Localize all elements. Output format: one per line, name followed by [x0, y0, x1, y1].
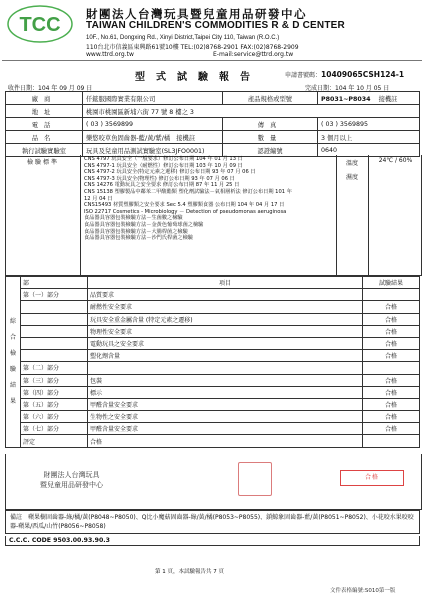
standard-line: CNS 4797-3 玩具安全(物理性) 修訂公布日期 93 年 07 月 06 日	[84, 175, 235, 182]
results-part: 評定	[21, 435, 88, 447]
phone-value: ( 03 ) 3569899	[83, 118, 223, 131]
results-part: 第（六）部分	[21, 411, 88, 423]
results-part: 第（四）部分	[21, 386, 88, 398]
results-result: 合格	[363, 411, 420, 423]
results-row	[6, 313, 420, 325]
results-result: 合格	[363, 423, 420, 435]
results-item: 生物性之安全要求	[88, 411, 363, 423]
results-result: 合格	[363, 337, 420, 349]
results-part	[21, 313, 88, 325]
application-number: 申請書號碼：10409065CSH124-1	[285, 70, 405, 79]
results-result: 合格	[363, 325, 420, 337]
results-row	[6, 423, 420, 435]
standard-line: 食品器具容器包裝檢驗方法－沙門氏桿菌之檢驗	[84, 235, 193, 242]
results-part: 第（五）部分	[21, 398, 88, 410]
results-result	[363, 362, 420, 374]
results-row	[6, 325, 420, 337]
results-row	[6, 386, 420, 398]
address-value: 桃園市桃園區新埔六街 77 號 8 樓之 3	[83, 105, 420, 118]
tcc-logo	[6, 4, 74, 44]
results-item: 塑化劑含量	[88, 350, 363, 362]
phone-label: 電話	[6, 118, 83, 131]
results-row	[6, 435, 420, 447]
standard-line: CNS 15138 塑膠製品中鄰苯二甲酸酯類 塑化劑試驗法－氣相層析法 修訂公布日期 101 年	[84, 188, 292, 195]
standard-line: CNS 4797-1 玩具安全（耐燃性）修訂公布日期 103 年 10 月 09 日	[84, 162, 243, 169]
results-part: 第（一）部分	[21, 289, 88, 301]
org-name-zh: 財團法人台灣玩具暨兒童用品研發中心	[86, 7, 307, 21]
results-row	[6, 301, 420, 313]
standards-section	[5, 155, 422, 276]
model-cell: P8031~P8034 接機註	[318, 92, 420, 105]
quantity-value: 3 個月以上	[318, 131, 420, 144]
results-row	[6, 398, 420, 410]
customer-value: 仟鋐服國際實業有限公司	[83, 92, 223, 105]
results-row	[6, 289, 420, 301]
page-number: 第 1 頁，本試驗報告共 7 頁	[155, 569, 224, 575]
cert-label: 認證編號	[223, 144, 318, 157]
completed-date: 完成日期：104 年 10 月 05 日	[305, 85, 390, 92]
standard-line: 食品器具容器包裝檢驗方法－生菌數之檢驗	[84, 215, 183, 222]
results-result-header: 試驗結果	[363, 277, 420, 289]
standard-line: 食品器具容器包裝檢驗方法－大腸桿菌之檢驗	[84, 228, 188, 235]
results-item: 物理性安全要求	[88, 325, 363, 337]
results-item: 合格	[88, 435, 363, 447]
results-result: 合格	[363, 374, 420, 386]
quantity-label: 數量	[223, 131, 318, 144]
standard-line: CNS 4797-2 玩具安全(特定元素之遷移) 修訂公布日期 93 年 07 月 06 日	[84, 169, 256, 176]
results-item: 品質要求	[88, 289, 363, 301]
temp-humidity-label: 溫度 濕度	[336, 155, 367, 277]
results-part	[21, 337, 88, 349]
results-part: 第（七）部分	[21, 423, 88, 435]
results-result	[363, 435, 420, 447]
results-row	[6, 411, 420, 423]
results-row	[6, 337, 420, 349]
results-part: 第（二）部分	[21, 362, 88, 374]
info-table	[5, 91, 420, 157]
standards-label: 檢驗標準	[6, 155, 81, 277]
model-label: 產品規格或型號	[223, 92, 318, 105]
address-label: 地址	[6, 105, 83, 118]
ccc-code: C.C.C. CODE 9503.00.93.90.3	[5, 536, 420, 546]
temp-humidity-value: 24℃ / 60%	[368, 155, 422, 277]
fax-label: 傳真	[223, 118, 318, 131]
results-item: 甲醛含量安全要求	[88, 398, 363, 410]
standard-line: 食品器具容器包裝檢驗方法－金黃色葡萄球菌之檢驗	[84, 221, 204, 228]
form-number: 文件表格編號:S010第一版	[330, 588, 396, 594]
results-item: 標示	[88, 386, 363, 398]
fax-value: ( 03 ) 3569895	[318, 118, 420, 131]
org-name-en: TAIWAN CHILDREN'S COMMODITIES R & D CENTER	[86, 20, 345, 31]
lab-label: 執行試驗實驗室	[6, 144, 83, 157]
results-table	[5, 276, 420, 448]
customer-label: 廠商	[6, 92, 83, 105]
results-result	[363, 289, 420, 301]
results-row	[6, 374, 420, 386]
lab-value: 玩具及兒童用品測試實驗室(SL3JFO0001)	[83, 144, 223, 157]
standard-line: CNS15493 材質塑膠類之安全要求 Sec 5.4 塑膠類食器 公布日期 104 年 04 月 17 日	[84, 202, 285, 209]
results-part	[21, 350, 88, 362]
report-title: 型式試驗報告	[135, 72, 261, 83]
pass-stamp: 合格	[340, 470, 404, 486]
address-zh: 110台北市信義區東興路61號10樓 TEL:(02)8768-2901 FAX:(02)8768-2909	[86, 44, 299, 51]
results-item: 玩具安全重金屬含量 (特定元素之遷移)	[88, 313, 363, 325]
product-label: 品名	[6, 131, 83, 144]
results-row	[6, 362, 420, 374]
results-part	[21, 301, 88, 313]
results-item: 耐燃性安全要求	[88, 301, 363, 313]
org-stamp: 財團法人台灣玩具 暨兒童用品研發中心	[40, 471, 103, 489]
results-item: 包裝	[88, 374, 363, 386]
results-row	[6, 350, 420, 362]
results-part-header: 部	[21, 277, 88, 289]
standards-list	[84, 156, 334, 242]
results-item: 電動玩具之安全要求	[88, 337, 363, 349]
standard-line: ISO 22717 Cosmetics - Microbiology － Detection of pseudomonas aeruginosa	[84, 208, 287, 215]
cert-value: 0640	[318, 144, 420, 157]
results-result: 合格	[363, 313, 420, 325]
results-part: 第（三）部分	[21, 374, 88, 386]
website: www.ttrd.org.tw	[86, 51, 134, 58]
results-result: 合格	[363, 386, 420, 398]
received-date: 收件日期：104 年 09 月 09 日	[8, 85, 93, 92]
results-item-header: 項目	[88, 277, 363, 289]
standard-line: 12 月 04 日	[84, 195, 113, 202]
results-result: 合格	[363, 398, 420, 410]
standard-line: CNS 14276 電動玩具之安全要求 修訂公布日期 87 年 11 月 25 日	[84, 182, 240, 189]
standard-line: CNS 4797 玩具安全（一般要求）修訂公布日期 104 年 01 月 13 日	[84, 156, 243, 162]
results-result: 合格	[363, 301, 420, 313]
results-part	[21, 325, 88, 337]
results-item	[88, 362, 363, 374]
header-divider	[2, 60, 422, 61]
logo-text: TCC	[19, 14, 61, 36]
remark-box: 備註 蘋果樹固齒器-綠/橘/黃(P8048~P8050)、Q比小魔菇固齒器-綠/黃/橘(P8053~P8055)、鎖鯨象固齒器-藍/黃(P8051~P8052)、小花咬水果咬咬器-蘋果/西瓜/山竹(P8056~P8058)	[5, 510, 420, 534]
address-en: 10F., No.61, Dongxing Rd., Xinyi District,Taipei City 110, Taiwan (R.O.C.)	[86, 35, 280, 41]
results-item: 甲醛含量安全要求	[88, 423, 363, 435]
official-seal	[238, 462, 272, 496]
email: E-mail:service@ttrd.org.tw	[213, 51, 294, 58]
results-side-label: 綜 合 檢 驗 結 果	[6, 277, 21, 448]
product-cell: 樂悠咬草魚固齒器-藍/黃/紫/橘 接機註	[83, 131, 223, 144]
results-result: 合格	[363, 350, 420, 362]
